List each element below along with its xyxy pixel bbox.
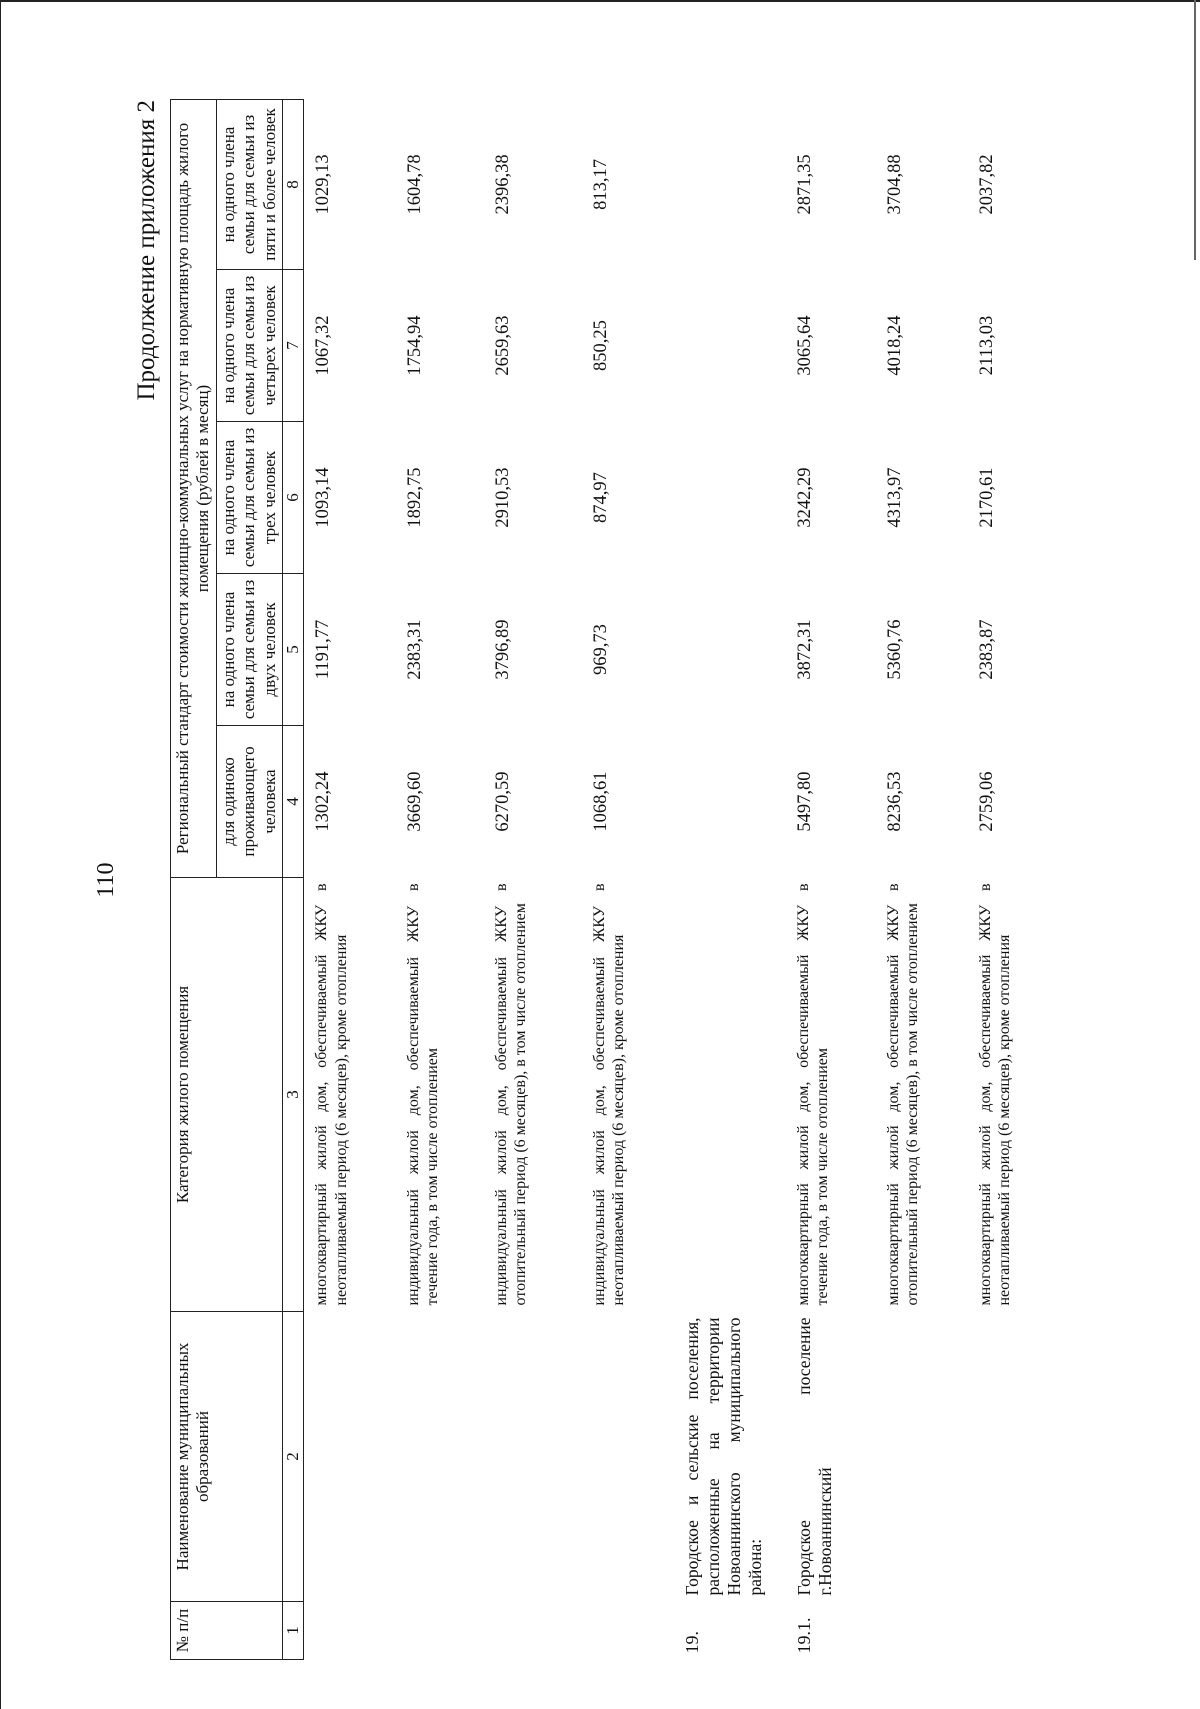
table-row [590, 99, 682, 1659]
cell-value: 1892,75 [404, 467, 425, 528]
cell-value: 4313,97 [884, 467, 905, 528]
cell-value: 2759,06 [976, 771, 997, 832]
col-number: 8 [282, 99, 303, 269]
cell-name [304, 1312, 404, 1602]
cell-value: 3796,89 [492, 619, 513, 680]
cell-name [884, 1312, 976, 1602]
cell-value: 3065,64 [794, 315, 815, 376]
annex-title: Продолжение приложения 2 [133, 100, 160, 401]
cell-num: 19.1. [793, 1617, 814, 1654]
cell-value: 6270,59 [492, 771, 513, 832]
cell-value: 3872,31 [794, 619, 815, 680]
table-row [976, 99, 1056, 1659]
cell-value: 5497,80 [794, 771, 815, 832]
cell-value [682, 726, 794, 878]
cell-value: 3669,60 [404, 771, 425, 832]
table-row [404, 99, 492, 1659]
standard-table [170, 99, 1056, 1660]
cell-value: 5360,76 [884, 619, 905, 680]
table-row [682, 99, 794, 1659]
cell-value: 2659,63 [492, 315, 513, 376]
cell-value [682, 270, 794, 422]
cell-value: 1191,77 [313, 619, 334, 680]
scan-edge-right [1194, 0, 1196, 260]
cell-value: 1754,94 [404, 315, 425, 376]
cell-value: 969,73 [590, 624, 611, 675]
cell-name [590, 1312, 682, 1602]
col-number: 6 [282, 422, 303, 574]
cell-value [682, 422, 794, 574]
document-page [85, 100, 1105, 1660]
header-sub-four: на одного члена семьи для семьи из четырех человек [216, 270, 282, 422]
cell-value: 3242,29 [794, 467, 815, 528]
cell-value: 2871,35 [794, 154, 815, 215]
cell-value: 1604,78 [404, 154, 425, 215]
table-row [794, 99, 884, 1659]
cell-category: многоквартирный жилой дом, обеспечиваемый ЖКУ в неотапливаемый период (6 месяцев), кроме отопления [976, 883, 1014, 1306]
cell-value: 2113,03 [976, 315, 997, 376]
cell-name: Городское поселение г.Новоаннинский [793, 1317, 835, 1596]
cell-name [404, 1312, 492, 1602]
cell-value: 850,25 [590, 320, 611, 371]
cell-value: 1068,61 [590, 771, 611, 832]
cell-name [492, 1312, 590, 1602]
cell-value: 2396,38 [492, 154, 513, 215]
cell-num [404, 1602, 492, 1660]
cell-value: 874,97 [590, 472, 611, 523]
cell-value: 813,17 [590, 159, 611, 210]
cell-category: индивидуальный жилой дом, обеспечиваемый ЖКУ в течение года, в том числе отоплением [404, 883, 442, 1306]
cell-value: 2383,87 [976, 619, 997, 680]
cell-value: 2170,61 [976, 467, 997, 528]
header-num: № п/п [171, 1602, 283, 1660]
col-number: 7 [282, 270, 303, 422]
col-number: 1 [282, 1602, 303, 1660]
cell-category: многоквартирный жилой дом, обеспечиваемый ЖКУ в течение года, в том числе отоплением [794, 883, 832, 1306]
header-sub-single: для одиноко проживающего человека [216, 726, 282, 878]
header-category: Категория жилого помещения [171, 878, 283, 1312]
col-number: 5 [282, 574, 303, 726]
header-sub-five: на одного члена семьи для семьи из пяти и более человек [216, 99, 282, 269]
cell-num [884, 1602, 976, 1660]
cell-value: 1302,24 [313, 771, 334, 832]
cell-category: индивидуальный жилой дом, обеспечиваемый ЖКУ в неотапливаемый период (6 месяцев), кроме отопления [590, 883, 628, 1306]
cell-num [304, 1602, 404, 1660]
cell-category: индивидуальный жилой дом, обеспечиваемый ЖКУ в отопительный период (6 месяцев), в том числе отоплением [492, 883, 530, 1306]
cell-value: 4018,24 [884, 315, 905, 376]
cell-category: многоквартирный жилой дом, обеспечиваемый ЖКУ в неотапливаемый период (6 месяцев), кроме отопления [313, 883, 350, 1306]
cell-value [682, 574, 794, 726]
cell-value: 8236,53 [884, 771, 905, 832]
cell-value: 2910,53 [492, 467, 513, 528]
cell-category [682, 878, 794, 1312]
header-row-numbers [282, 99, 303, 1659]
cell-name: Городское и сельские поселения, расположенные на территории Новоаннинского муниципального района: [681, 1317, 765, 1596]
table-row [884, 99, 976, 1659]
cell-category: многоквартирный жилой дом, обеспечиваемый ЖКУ в отопительный период (6 месяцев), в том числе отоплением [884, 883, 922, 1306]
header-name: Наименование муниципальных образований [171, 1312, 283, 1602]
header-sub-three: на одного члена семьи для семьи из трех человек [216, 422, 282, 574]
cell-value: 3704,88 [884, 154, 905, 215]
cell-num [492, 1602, 590, 1660]
cell-value: 2383,31 [404, 619, 425, 680]
header-standard: Региональный стандарт стоимости жилищно-коммунальных услуг на нормативную площадь жилого помещения (рублей в месяц) [171, 99, 217, 877]
col-number: 2 [282, 1312, 303, 1602]
col-number: 3 [282, 878, 303, 1312]
cell-value: 1029,13 [313, 154, 334, 215]
cell-value: 2037,82 [976, 154, 997, 215]
cell-num [976, 1602, 1056, 1660]
table-row [304, 99, 404, 1659]
col-number: 4 [282, 726, 303, 878]
header-sub-two: на одного члена семьи для семьи из двух человек [216, 574, 282, 726]
cell-name [976, 1312, 1056, 1602]
cell-value [682, 99, 794, 269]
scan-edge-top [0, 0, 1200, 2]
page-number: 110 [93, 862, 119, 898]
cell-num [590, 1602, 682, 1660]
header-row-main [171, 99, 217, 1659]
cell-value: 1067,32 [313, 315, 334, 376]
table-row [492, 99, 590, 1659]
cell-value: 1093,14 [313, 467, 334, 528]
cell-num: 19. [681, 1631, 702, 1654]
scan-edge-left [0, 0, 1, 1709]
